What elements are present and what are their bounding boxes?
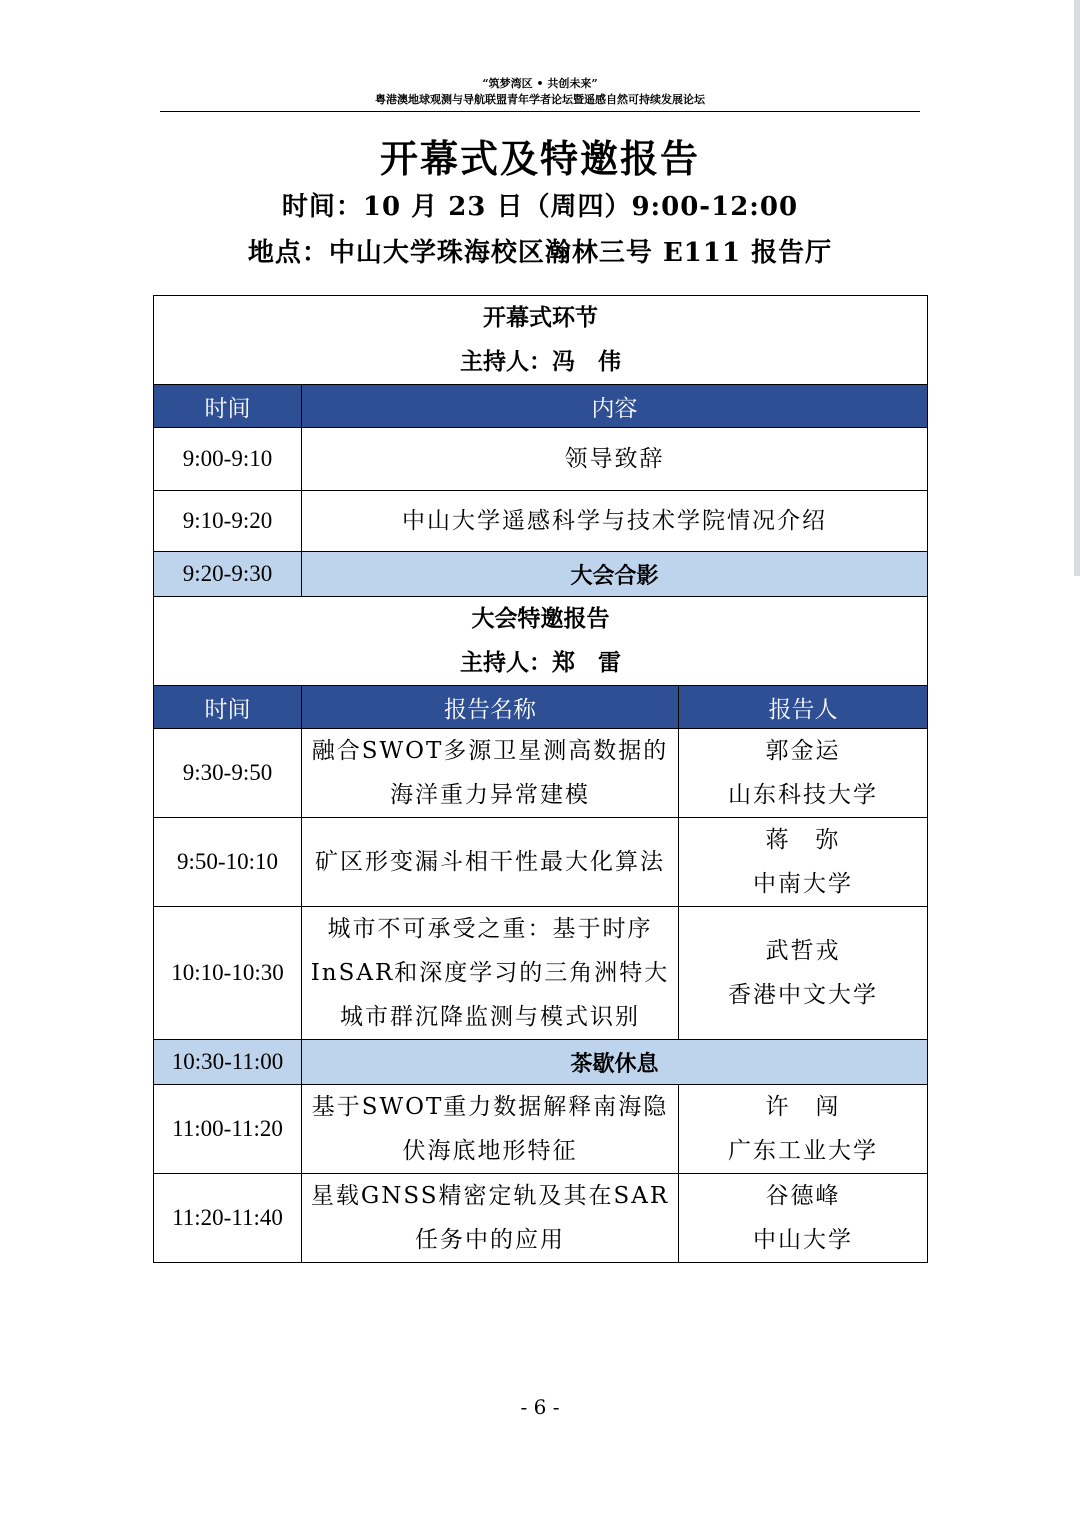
opening-host: 主持人：冯 伟 <box>460 349 621 375</box>
opening-title: 开幕式环节 <box>483 305 598 331</box>
table-row <box>154 818 928 907</box>
speaker-org: 中山大学 <box>753 1227 853 1253</box>
row-time: 9:10-9:20 <box>154 491 302 552</box>
row-time: 10:10-10:30 <box>154 907 302 1040</box>
speaker-org: 中南大学 <box>753 871 853 897</box>
talk-title-line: 融合SWOT多源卫星测高数据的 <box>311 738 669 764</box>
speaker-name: 蒋 弥 <box>765 827 841 853</box>
talk-title-line: 矿区形变漏斗相干性最大化算法 <box>315 849 665 875</box>
opening-section-row <box>154 296 928 385</box>
break-row <box>154 1040 928 1085</box>
row-time: 9:00-9:10 <box>154 428 302 491</box>
col-time-header: 时间 <box>154 385 302 428</box>
speaker-org: 广东工业大学 <box>728 1138 878 1164</box>
talk-title-line: 海洋重力异常建模 <box>390 782 590 808</box>
speaker-name: 武哲戎 <box>765 938 841 964</box>
table-row <box>154 729 928 818</box>
speaker-name: 许 闯 <box>765 1094 841 1120</box>
invited-section-row <box>154 597 928 686</box>
header-rule <box>160 111 920 112</box>
table-row <box>154 1085 928 1174</box>
table-row <box>154 1174 928 1263</box>
speaker-org: 香港中文大学 <box>728 982 878 1008</box>
speaker-cell <box>679 729 928 818</box>
col-time-header: 时间 <box>154 686 302 729</box>
table-row <box>154 491 928 552</box>
invited-host: 主持人：郑 雷 <box>460 650 621 676</box>
photo-row <box>154 552 928 597</box>
speaker-cell <box>679 1085 928 1174</box>
row-time: 9:50-10:10 <box>154 818 302 907</box>
invited-title: 大会特邀报告 <box>471 606 610 632</box>
row-content: 大会合影 <box>302 552 928 597</box>
running-header <box>160 76 920 112</box>
opening-header-row <box>154 385 928 428</box>
talk-title <box>302 907 679 1040</box>
row-time: 11:20-11:40 <box>154 1174 302 1263</box>
speaker-cell <box>679 1174 928 1263</box>
col-title-header: 报告名称 <box>302 686 679 729</box>
row-content: 茶歇休息 <box>302 1040 928 1085</box>
talk-title-line: InSAR和深度学习的三角洲特大 <box>310 960 670 986</box>
row-time: 9:30-9:50 <box>154 729 302 818</box>
talk-title-line: 基于SWOT重力数据解释南海隐 <box>311 1094 669 1120</box>
header-slogan: “筑梦湾区 • 共创未来” <box>482 77 598 90</box>
talk-title-line: 城市群沉降监测与模式识别 <box>340 1004 640 1030</box>
table-row <box>154 907 928 1040</box>
row-time: 9:20-9:30 <box>154 552 302 597</box>
header-forum-name: 粤港澳地球观测与导航联盟青年学者论坛暨遥感自然可持续发展论坛 <box>375 93 705 106</box>
talk-title-line: 伏海底地形特征 <box>402 1138 578 1164</box>
talk-title <box>302 1174 679 1263</box>
talk-title <box>302 818 679 907</box>
speaker-name: 郭金运 <box>765 738 841 764</box>
talk-title-line: 星载GNSS精密定轨及其在SAR <box>310 1183 670 1209</box>
talk-title-line: 城市不可承受之重：基于时序 <box>327 916 653 942</box>
row-content: 中山大学遥感科学与技术学院情况介绍 <box>302 491 928 552</box>
speaker-cell <box>679 818 928 907</box>
talk-title <box>302 1085 679 1174</box>
schedule-table <box>153 295 928 1263</box>
talk-title-line: 任务中的应用 <box>415 1227 565 1253</box>
col-content-header: 内容 <box>302 385 928 428</box>
speaker-name: 谷德峰 <box>765 1183 841 1209</box>
event-place: 地点：中山大学珠海校区瀚林三号 E111 报告厅 <box>247 238 833 268</box>
page-edge-shade <box>1074 0 1080 576</box>
col-speaker-header: 报告人 <box>679 686 928 729</box>
speaker-org: 山东科技大学 <box>728 782 878 808</box>
talk-title <box>302 729 679 818</box>
invited-header-row <box>154 686 928 729</box>
row-time: 11:00-11:20 <box>154 1085 302 1174</box>
speaker-cell <box>679 907 928 1040</box>
row-content: 领导致辞 <box>302 428 928 491</box>
table-row <box>154 428 928 491</box>
page-title: 开幕式及特邀报告 <box>379 136 700 181</box>
page-number: - 6 - <box>520 1395 560 1419</box>
event-time: 时间：10 月 23 日（周四）9:00-12:00 <box>281 192 799 222</box>
row-time: 10:30-11:00 <box>154 1040 302 1085</box>
